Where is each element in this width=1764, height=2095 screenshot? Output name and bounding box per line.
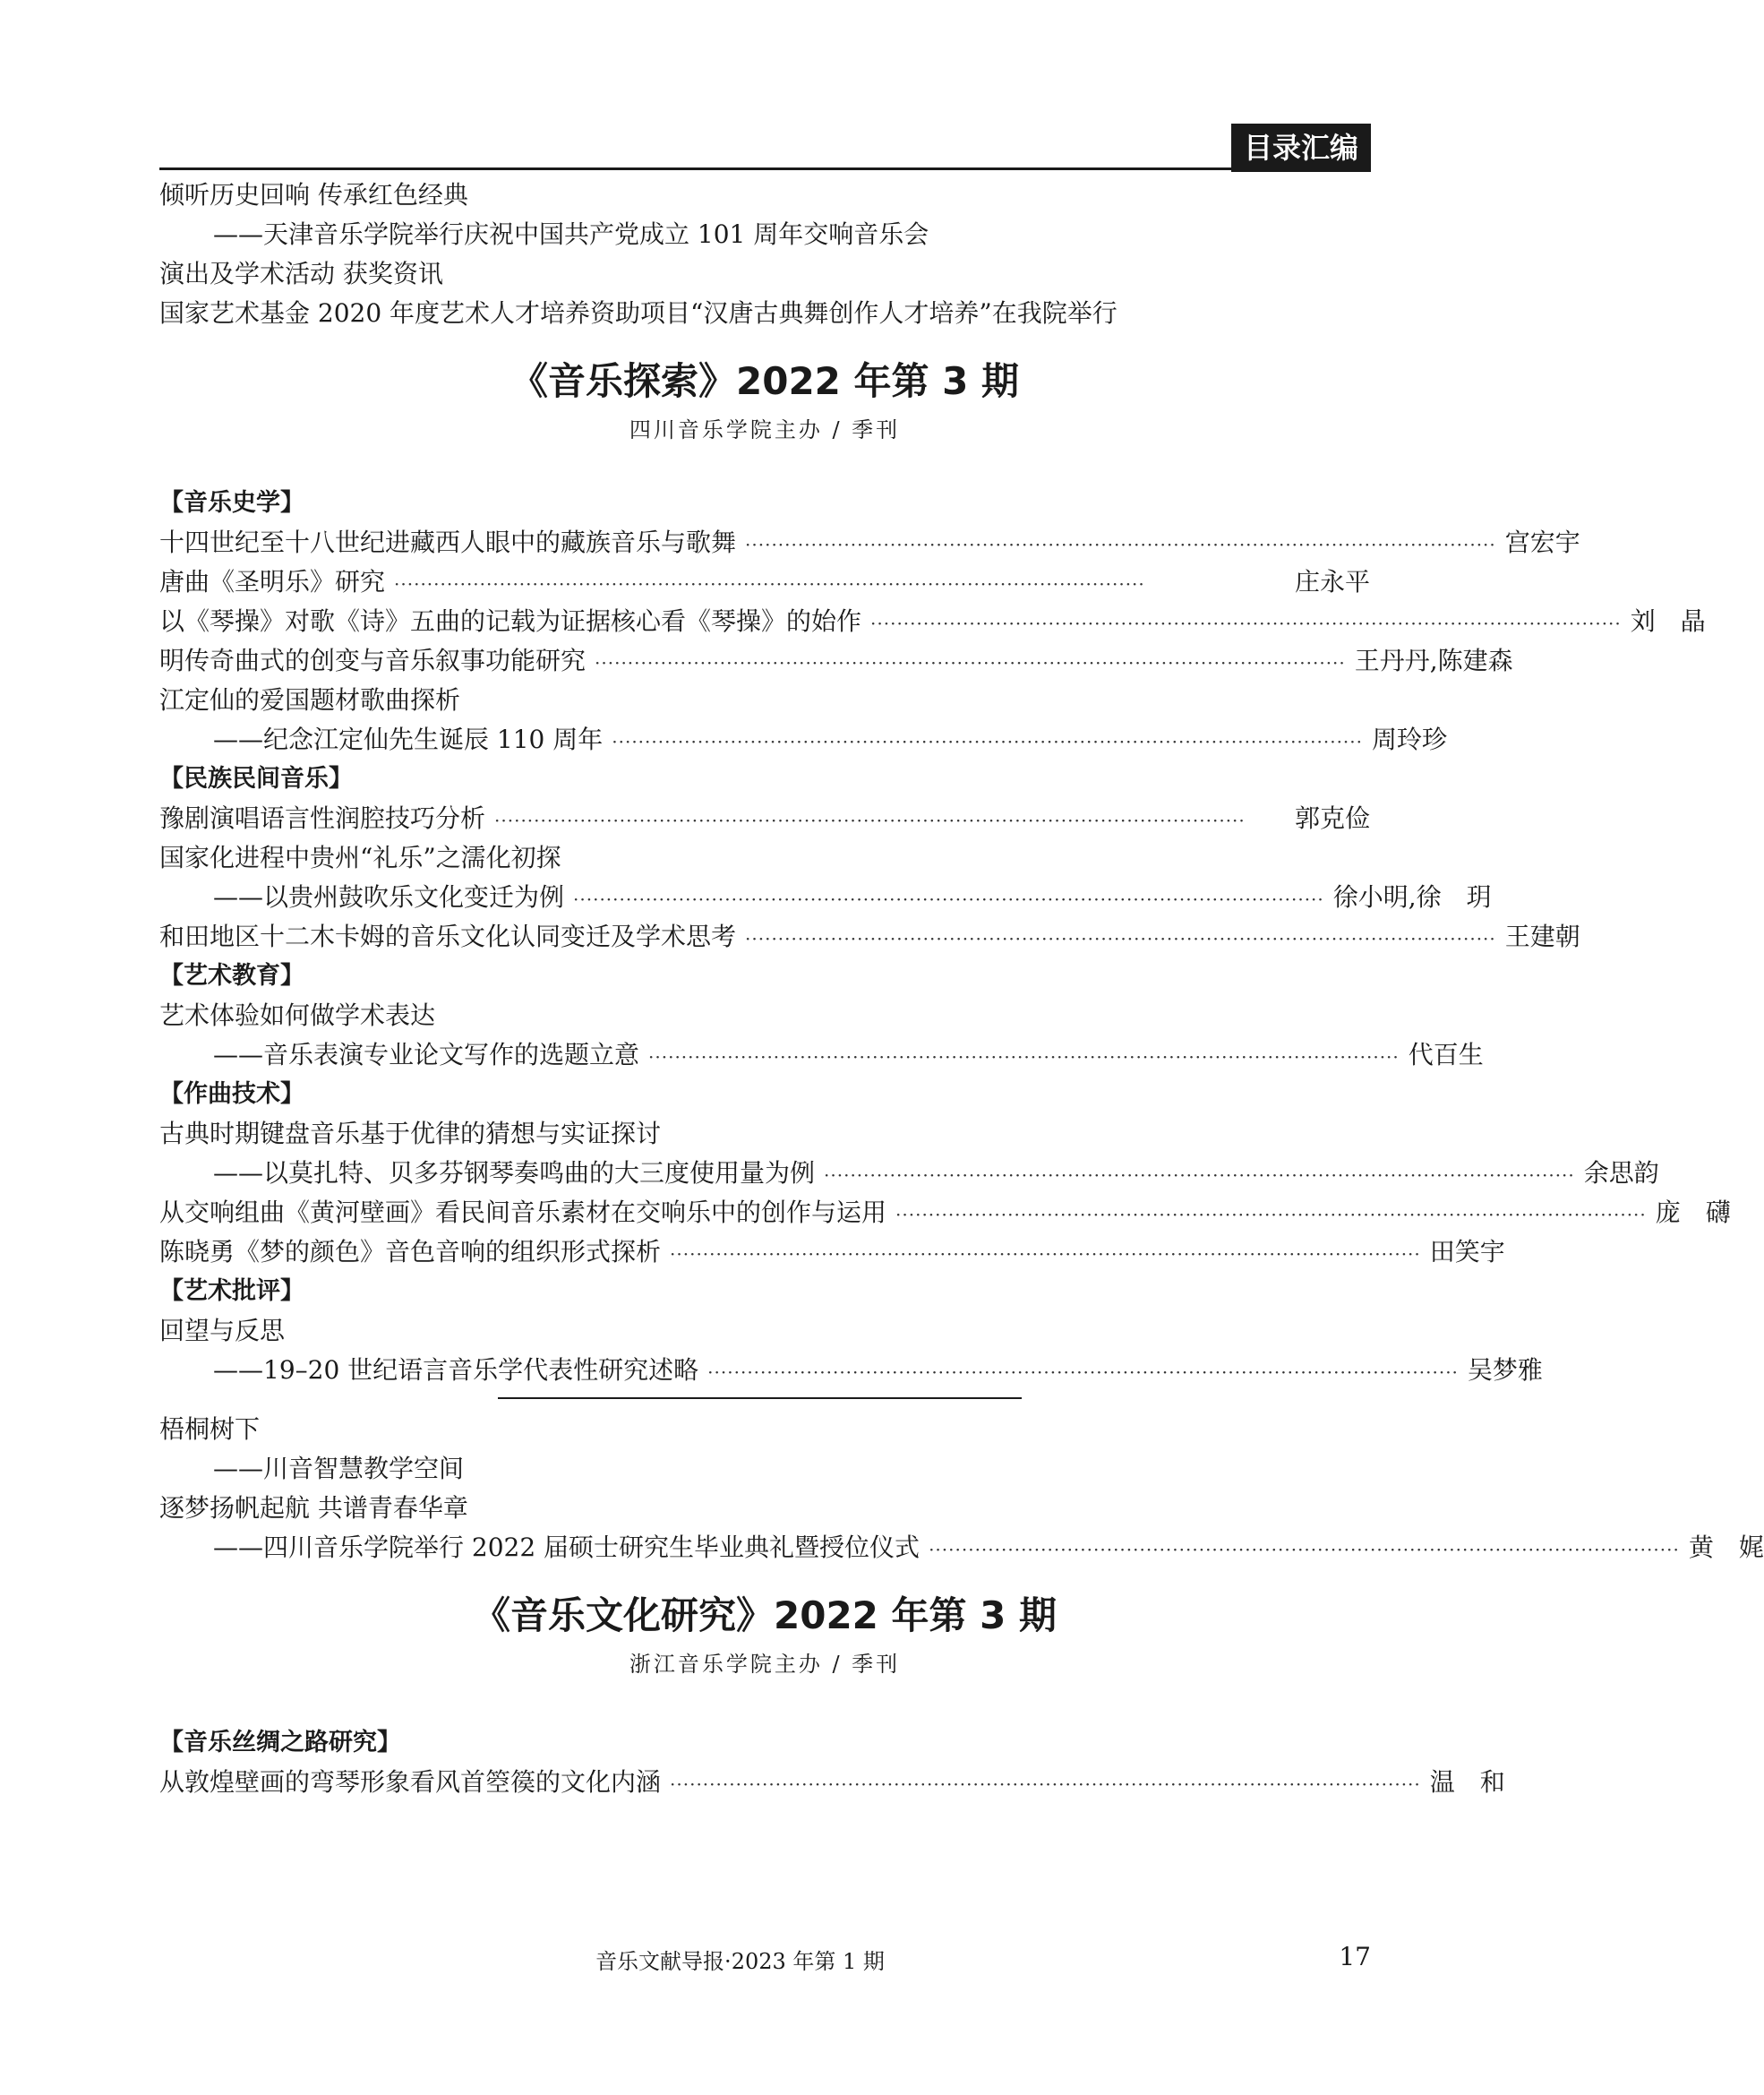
entry-author: 吴梦雅 — [1467, 1355, 1543, 1385]
leader-dots: ·················································································································· — [394, 573, 1145, 595]
toc-line: 国家艺术基金 2020 年度艺术人才培养资助项目“汉唐古典舞创作人才培养”在我院举行 — [159, 298, 1117, 328]
toc-entry — [159, 878, 1492, 917]
journal-subtitle: 浙江音乐学院主办 / 季刊 — [629, 1652, 901, 1677]
toc-entry — [159, 1528, 1764, 1567]
page-number: 17 — [1339, 1942, 1371, 1971]
leader-dots: ·················································································································· — [929, 1539, 1680, 1560]
section-heading: 【音乐丝绸之路研究】 — [159, 1729, 401, 1756]
journal-title: 《音乐探索》2022 年第 3 期 — [510, 359, 1019, 403]
entry-author: 代百生 — [1408, 1040, 1484, 1069]
entry-title: 从敦煌壁画的弯琴形象看风首箜篌的文化内涵 — [159, 1767, 662, 1797]
leader-dots: ·················································································································· — [670, 1773, 1421, 1795]
leader-dots: ·················································································································· — [670, 1243, 1421, 1265]
entry-title: 和田地区十二木卡姆的音乐文化认同变迁及学术思考 — [159, 922, 737, 951]
section-divider — [159, 1390, 1370, 1410]
entry-title: ——四川音乐学院举行 2022 届硕士研究生毕业典礼暨授位仪式 — [213, 1533, 921, 1562]
toc-entry — [159, 1035, 1484, 1075]
toc-line: 倾听历史回响 传承红色经典 — [159, 180, 468, 210]
journal-title: 《音乐文化研究》2022 年第 3 期 — [473, 1593, 1057, 1637]
entry-author: 郭克俭 — [1294, 803, 1370, 833]
toc-entry — [159, 917, 1580, 957]
toc-line: 江定仙的爱国题材歌曲探析 — [159, 685, 461, 715]
entry-author: 徐小明,徐 玥 — [1332, 882, 1492, 912]
leader-dots: ·················································································································· — [745, 928, 1496, 949]
entry-title: 唐曲《圣明乐》研究 — [159, 567, 386, 597]
toc-line: 梧桐树下 — [159, 1414, 261, 1444]
leader-dots: ·················································································································· — [612, 731, 1363, 752]
entry-author: 宫宏宇 — [1504, 528, 1580, 557]
toc-line: 演出及学术活动 获奖资讯 — [159, 259, 443, 288]
leader-dots: ·················································································································· — [648, 1046, 1400, 1068]
toc-entry — [159, 1351, 1543, 1390]
leader-dots: ·················································································································· — [573, 889, 1324, 910]
toc-entry — [159, 1154, 1659, 1193]
toc-entry — [159, 799, 1370, 838]
entry-title: ——19–20 世纪语言音乐学代表性研究述略 — [213, 1355, 699, 1385]
section-heading: 【艺术批评】 — [159, 1277, 304, 1305]
section-badge: 目录汇编 — [1231, 124, 1371, 172]
toc-line: ——川音智慧教学空间 — [213, 1454, 465, 1483]
entry-author: 庞 礴 — [1655, 1198, 1731, 1227]
toc-line: 艺术体验如何做学术表达 — [159, 1000, 436, 1030]
toc-line: 古典时期键盘音乐基于优律的猜想与实证探讨 — [159, 1119, 662, 1148]
entry-title: 从交响组曲《黄河壁画》看民间音乐素材在交响乐中的创作与运用 — [159, 1198, 887, 1227]
running-footer: 音乐文献导报·2023 年第 1 期 — [595, 1949, 885, 1974]
entry-author: 王丹丹,陈建森 — [1354, 646, 1513, 675]
entry-title: 陈晓勇《梦的颜色》音色音响的组织形式探析 — [159, 1237, 662, 1266]
toc-entry — [159, 720, 1448, 760]
entry-title: 以《琴操》对歌《诗》五曲的记载为证据核心看《琴操》的始作 — [159, 606, 862, 636]
toc-entry — [159, 1193, 1731, 1232]
entry-title: ——以贵州鼓吹乐文化变迁为例 — [213, 882, 565, 912]
section-heading: 【艺术教育】 — [159, 962, 304, 990]
entry-author: 温 和 — [1429, 1767, 1505, 1797]
toc-entry — [159, 641, 1513, 681]
header-rule — [159, 167, 1370, 170]
leader-dots: ·················································································································· — [895, 1204, 1647, 1225]
section-heading: 【作曲技术】 — [159, 1080, 304, 1108]
entry-title: ——纪念江定仙先生诞辰 110 周年 — [213, 725, 604, 754]
entry-title: 十四世纪至十八世纪进藏西人眼中的藏族音乐与歌舞 — [159, 528, 737, 557]
toc-entry — [159, 562, 1370, 602]
section-heading: 【音乐史学】 — [159, 489, 304, 517]
toc-line: ——天津音乐学院举行庆祝中国共产党成立 101 周年交响音乐会 — [213, 219, 929, 249]
entry-author: 黄 娓 — [1688, 1533, 1764, 1562]
entry-title: 明传奇曲式的创变与音乐叙事功能研究 — [159, 646, 587, 675]
entry-author: 周玲珍 — [1372, 725, 1448, 754]
entry-author: 刘 晶 — [1630, 606, 1706, 636]
entry-title: 豫剧演唱语言性润腔技巧分析 — [159, 803, 486, 833]
toc-entry — [159, 523, 1580, 562]
entry-author: 田笑宇 — [1429, 1237, 1505, 1266]
toc-line: 逐梦扬帆起航 共谱青春华章 — [159, 1493, 468, 1523]
leader-dots: ·················································································································· — [494, 810, 1246, 831]
leader-dots: ·················································································································· — [824, 1164, 1575, 1186]
entry-title: ——音乐表演专业论文写作的选题立意 — [213, 1040, 640, 1069]
leader-dots: ·················································································································· — [745, 534, 1496, 555]
leader-dots: ·················································································································· — [707, 1361, 1459, 1383]
toc-line: 国家化进程中贵州“礼乐”之濡化初探 — [159, 843, 561, 872]
entry-author: 庄永平 — [1294, 567, 1370, 597]
toc-entry — [159, 1763, 1505, 1802]
journal-subtitle: 四川音乐学院主办 / 季刊 — [629, 417, 901, 442]
entry-author: 王建朝 — [1504, 922, 1580, 951]
toc-entry — [159, 602, 1706, 641]
toc-entry — [159, 1232, 1505, 1272]
toc-line: 回望与反思 — [159, 1316, 286, 1345]
section-heading: 【民族民间音乐】 — [159, 765, 353, 793]
toc-content — [159, 176, 1764, 1802]
leader-dots: ·················································································································· — [595, 652, 1346, 674]
entry-title: ——以莫扎特、贝多芬钢琴奏鸣曲的大三度使用量为例 — [213, 1158, 816, 1188]
leader-dots: ·················································································································· — [870, 613, 1622, 634]
entry-author: 余思韵 — [1583, 1158, 1659, 1188]
